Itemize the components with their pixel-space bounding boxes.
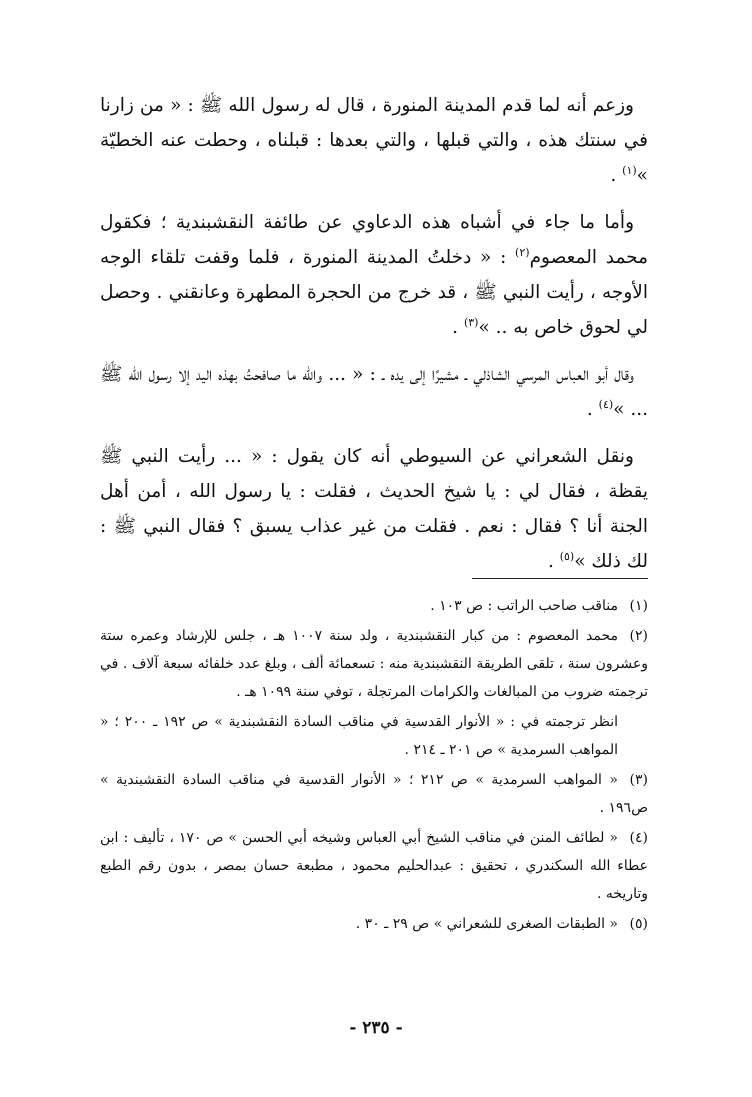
paragraph-end: . bbox=[610, 165, 623, 186]
footnotes bbox=[100, 592, 648, 940]
footnote-text: « لطائف المنن في مناقب الشيخ أبي العباس وشيخه أبي الحسن » ص ١٧٠ ، تأليف : ابن عطاء الله السكندري ، تحقيق : عبدالحليم محمود ، مطبعة حسان بمصر ، بدون رقم الطبع وتاريخه . bbox=[100, 830, 648, 902]
footnote-number: (١) bbox=[629, 598, 648, 614]
footnote-1 bbox=[100, 592, 648, 620]
footnote-text: محمد المعصوم : من كبار النقشبندية ، ولد سنة ١٠٠٧ هـ ، جلس للإرشاد وعمره ستة وعشرون سنة ، تلقى الطريقة النقشبندية منه : تسعمائة ألف ، وبلغ عدد خلفائه سبعة آلاف . في ترجمته ضروب من المبالغات والكرامات المرتجلة ، توفي سنة ١٠٩٩ هـ . bbox=[100, 628, 648, 700]
footnote-3 bbox=[100, 766, 648, 822]
paragraph-end: . bbox=[452, 317, 464, 338]
paragraph-end: . bbox=[586, 399, 599, 420]
paragraph-end: . bbox=[547, 551, 560, 572]
footnote-text: « المواهب السرمدية » ص ٢١٢ ؛ « الأنوار القدسية في مناقب السادة النقشبندية » ص١٩٦ . bbox=[100, 772, 648, 816]
footnote-number: (٣) bbox=[629, 772, 648, 788]
footnote-ref-2: (٢) bbox=[515, 245, 530, 259]
page-number: - ٢٣٥ - bbox=[349, 1018, 403, 1038]
footnote-number: (٤) bbox=[629, 830, 649, 846]
footnote-text: مناقب صاحب الراتب : ص ١٠٣ . bbox=[430, 598, 618, 614]
paragraph-text: وأما ما جاء في أشباه هذه الدعاوي عن طائفة النقشبندية ؛ فكقول محمد المعصوم bbox=[100, 212, 648, 268]
paragraph-text: وقال أبو العباس المرسي الشاذلي ـ مشيرًا إلى يده ـ : « ... والله ما صافحتُ بهذه اليد إلا رسول الله ﷺ ... » bbox=[100, 364, 648, 420]
paragraph-2 bbox=[100, 205, 648, 345]
footnote-ref-4: (٤) bbox=[598, 397, 614, 411]
paragraph-4 bbox=[100, 439, 648, 579]
footnote-ref-5: (٥) bbox=[559, 549, 575, 563]
footnote-divider bbox=[472, 578, 648, 579]
main-text bbox=[100, 88, 648, 591]
footnote-2 bbox=[100, 622, 648, 706]
paragraph-3 bbox=[100, 357, 648, 427]
paragraph-text: وزعم أنه لما قدم المدينة المنورة ، قال له رسول الله ﷺ : « من زارنا في سنتك هذه ، والتي قبلها ، والتي بعدها : قبلناه ، وحطت عنه الخطيّة » bbox=[100, 95, 648, 186]
footnote-5 bbox=[100, 910, 648, 938]
footnote-2-continuation: انظر ترجمته في : « الأنوار القدسية في مناقب السادة النقشبندية » ص ١٩٢ ـ ٢٠٠ ؛ « المواهب السرمدية » ص ٢٠١ ـ ٢١٤ . bbox=[100, 714, 618, 758]
paragraph-text-continued: : « دخلتُ المدينة المنورة ، فلما وقفت تلقاء الوجه الأوجه ، رأيت النبي ﷺ ، قد خرج من الحجرة المطهرة وعانقني . وحصل لي لحوق خاص به .. » bbox=[100, 247, 648, 338]
paragraph-text: ونقل الشعراني عن السيوطي أنه كان يقول : « ... رأيت النبي ﷺ يقظة ، فقال لي : يا شيخ الحديث ، فقلت : يا رسول الله ، أمن أهل الجنة أنا ؟ فقال : نعم . فقلت من غير عذاب يسبق ؟ فقال النبي ﷺ : لك ذلك » bbox=[100, 446, 648, 572]
footnote-number: (٢) bbox=[629, 628, 648, 644]
footnote-text: « الطبقات الصغرى للشعراني » ص ٢٩ ـ ٣٠ . bbox=[355, 916, 618, 932]
footnote-4 bbox=[100, 824, 648, 908]
paragraph-1 bbox=[100, 88, 648, 193]
footnote-ref-3: (٣) bbox=[463, 315, 479, 329]
footnote-ref-1: (١) bbox=[622, 163, 637, 177]
footnote-number: (٥) bbox=[629, 916, 648, 932]
